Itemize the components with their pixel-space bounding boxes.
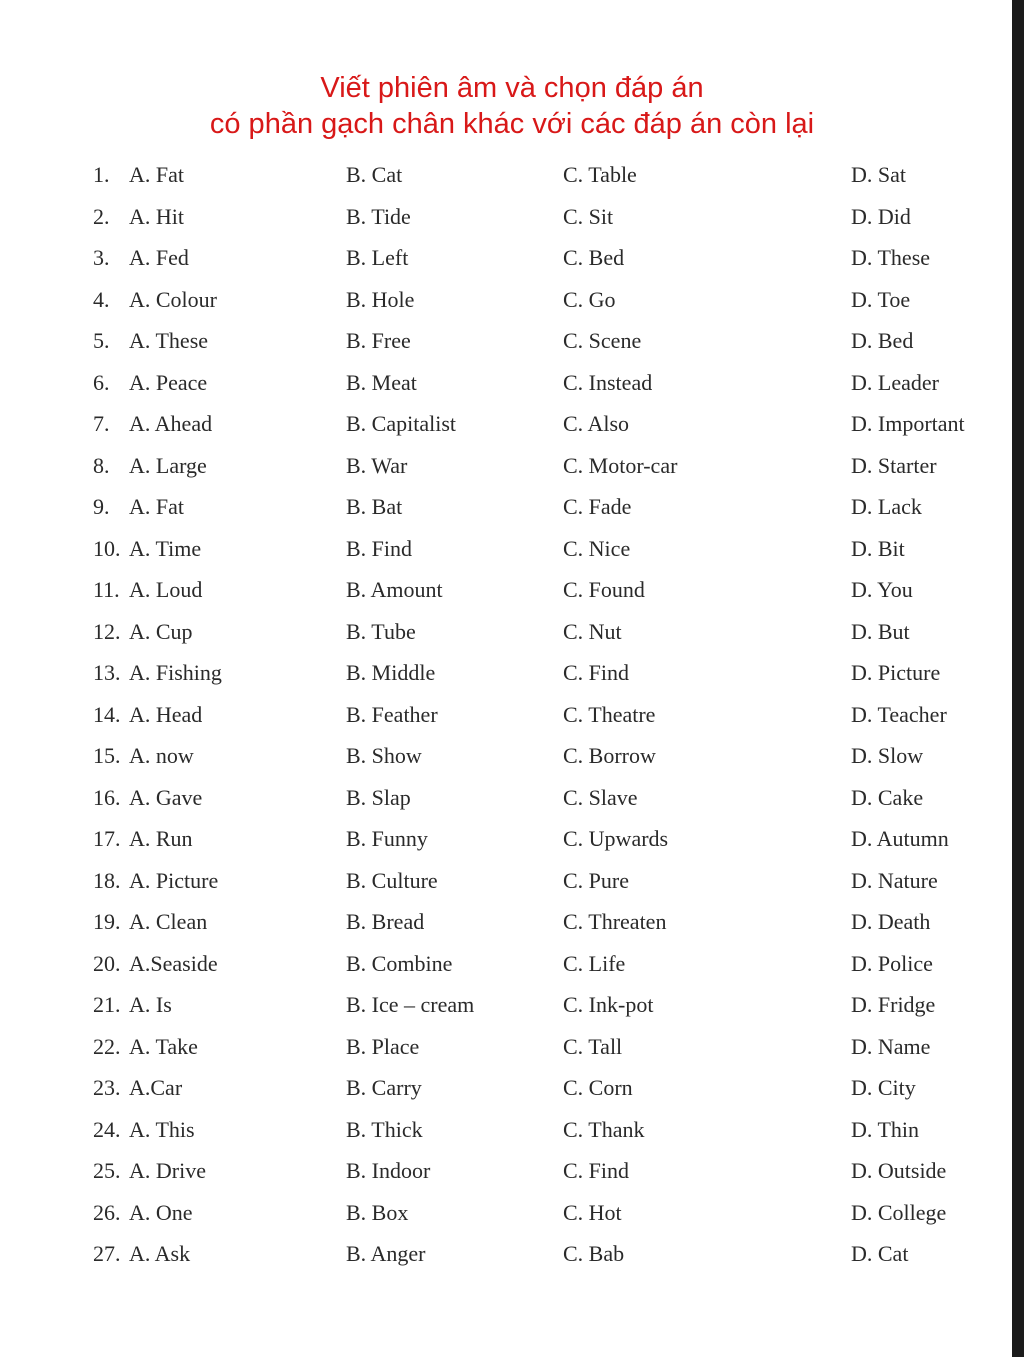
option-c: C. Upwards — [563, 826, 669, 851]
option-b: B. War — [346, 452, 408, 478]
option-d: D. City — [851, 1075, 916, 1100]
question-number: 14. — [93, 701, 121, 727]
option-a-text: A. Run — [129, 826, 193, 851]
option-a-text: A. Ask — [129, 1241, 191, 1266]
question-number: 9. — [93, 494, 110, 519]
option-a-text: A. Is — [129, 992, 172, 1017]
option-d: D. Sat — [851, 162, 906, 187]
option-d: D. Important — [851, 411, 965, 436]
question-row — [0, 528, 1012, 570]
option-a — [93, 162, 184, 188]
option-a — [93, 453, 207, 479]
option-c: C. Nice — [563, 535, 631, 561]
question-number: 15. — [93, 743, 121, 768]
question-row — [0, 652, 1012, 694]
option-a-text: A. Head — [129, 701, 203, 727]
option-d: D. Picture — [851, 660, 941, 685]
option-d: D. Toe — [851, 286, 911, 312]
option-a-text: A. Peace — [129, 369, 208, 395]
option-a — [93, 909, 207, 935]
option-a — [93, 1158, 206, 1184]
question-row — [0, 611, 1012, 653]
question-number: 16. — [93, 784, 121, 810]
question-number: 25. — [93, 1158, 121, 1183]
option-c: C. Instead — [563, 369, 653, 395]
option-b: B. Amount — [346, 577, 443, 602]
option-a — [93, 577, 202, 603]
question-row — [0, 818, 1012, 860]
option-a-text: A. Fat — [129, 162, 184, 187]
option-a — [93, 1034, 198, 1060]
option-d: D. College — [851, 1199, 947, 1225]
option-a-text: A. This — [129, 1116, 195, 1142]
option-a — [93, 287, 217, 313]
option-c: C. Bed — [563, 245, 625, 270]
option-b: B. Thick — [346, 1116, 423, 1142]
question-number: 22. — [93, 1033, 121, 1059]
option-a-text: A.Car — [129, 1075, 183, 1100]
question-number: 12. — [93, 618, 121, 644]
question-number: 1. — [93, 162, 110, 187]
option-a — [93, 619, 193, 645]
option-b: B. Funny — [346, 826, 428, 851]
question-row — [0, 320, 1012, 362]
option-a-text: A. Cup — [129, 618, 193, 644]
option-a — [93, 245, 189, 271]
option-a — [93, 411, 212, 437]
option-c: C. Go — [563, 286, 616, 312]
option-a — [93, 1241, 190, 1267]
option-d: D. Lack — [851, 494, 922, 519]
option-a — [93, 702, 202, 728]
option-b: B. Cat — [346, 162, 403, 187]
option-a-text: A. Loud — [129, 577, 203, 602]
question-row — [0, 943, 1012, 985]
option-a — [93, 785, 202, 811]
option-c: C. Slave — [563, 784, 638, 810]
question-row — [0, 735, 1012, 777]
option-a-text: A. Clean — [129, 909, 208, 934]
option-a-text: A. Fed — [129, 245, 189, 270]
question-number: 8. — [93, 452, 110, 478]
option-c: C. Find — [563, 1158, 630, 1183]
option-a — [93, 743, 194, 769]
option-d: D. But — [851, 618, 910, 644]
option-a-text: A. Take — [129, 1033, 198, 1059]
option-d: D. Leader — [851, 369, 939, 395]
question-number: 24. — [93, 1116, 121, 1142]
option-c: C. Ink-pot — [563, 992, 654, 1017]
option-d: D. Teacher — [851, 701, 947, 727]
option-b: B. Find — [346, 535, 413, 561]
question-row — [0, 279, 1012, 321]
question-number: 21. — [93, 992, 121, 1017]
option-a-text: A.Seaside — [129, 950, 218, 976]
option-b: B. Box — [346, 1199, 409, 1225]
option-a-text: A. These — [129, 328, 209, 353]
question-number: 26. — [93, 1199, 121, 1225]
question-row — [0, 1067, 1012, 1109]
option-a — [93, 328, 208, 354]
option-a-text: A. Ahead — [129, 411, 213, 436]
option-a — [93, 1075, 182, 1101]
question-number: 20. — [93, 950, 121, 976]
option-a — [93, 494, 184, 520]
option-c: C. Threaten — [563, 909, 667, 934]
question-row — [0, 445, 1012, 487]
option-b: B. Indoor — [346, 1158, 431, 1183]
option-a — [93, 204, 184, 230]
option-b: B. Hole — [346, 286, 415, 312]
worksheet-title-line-1: Viết phiên âm và chọn đáp án — [320, 72, 704, 104]
option-b: B. Middle — [346, 660, 436, 685]
option-b: B. Slap — [346, 784, 411, 810]
option-c: C. Thank — [563, 1116, 645, 1142]
question-number: 19. — [93, 909, 121, 934]
option-a — [93, 536, 201, 562]
question-number: 18. — [93, 867, 121, 893]
option-c: C. Borrow — [563, 743, 656, 768]
option-b: B. Bat — [346, 494, 403, 519]
question-number: 5. — [93, 328, 110, 353]
question-number: 3. — [93, 245, 110, 270]
option-a-text: A. Large — [129, 452, 207, 478]
option-b: B. Free — [346, 328, 411, 353]
question-list — [0, 154, 1012, 1275]
option-b: B. Tide — [346, 203, 411, 229]
question-number: 13. — [93, 660, 121, 685]
option-b: B. Show — [346, 743, 422, 768]
question-row — [0, 1192, 1012, 1234]
option-b: B. Meat — [346, 369, 417, 395]
option-c: C. Find — [563, 660, 630, 685]
option-c: C. Motor-car — [563, 452, 678, 478]
option-d: D. Outside — [851, 1158, 947, 1183]
question-number: 27. — [93, 1241, 121, 1266]
option-b: B. Place — [346, 1033, 420, 1059]
option-d: D. Cake — [851, 784, 924, 810]
option-a — [93, 868, 218, 894]
option-c: C. Table — [563, 162, 637, 187]
option-d: D. Death — [851, 909, 931, 934]
question-number: 10. — [93, 535, 121, 561]
option-c: C. Bab — [563, 1241, 625, 1266]
question-row — [0, 196, 1012, 238]
option-b: B. Bread — [346, 909, 425, 934]
option-c: C. Theatre — [563, 701, 656, 727]
option-c: C. Pure — [563, 867, 629, 893]
question-row — [0, 403, 1012, 445]
option-a-text: A. Fishing — [129, 660, 222, 685]
question-row — [0, 1026, 1012, 1068]
option-c: C. Tall — [563, 1033, 623, 1059]
option-a-text: A. now — [129, 743, 194, 768]
option-d: D. Bed — [851, 328, 914, 353]
question-row — [0, 362, 1012, 404]
worksheet-title-line-2: có phần gạch chân khác với các đáp án còn lại — [209, 108, 815, 140]
question-number: 23. — [93, 1075, 121, 1100]
option-c: C. Nut — [563, 618, 622, 644]
option-d: D. Bit — [851, 535, 905, 561]
option-d: D. These — [851, 245, 931, 270]
question-row — [0, 154, 1012, 196]
option-a — [93, 951, 218, 977]
option-b: B. Ice – cream — [346, 992, 475, 1017]
option-a-text: A. Time — [129, 535, 202, 561]
option-a-text: A. One — [129, 1199, 193, 1225]
option-d: D. Name — [851, 1033, 931, 1059]
question-number: 17. — [93, 826, 121, 851]
option-d: D. Cat — [851, 1241, 909, 1266]
option-a — [93, 370, 207, 396]
question-row — [0, 1150, 1012, 1192]
option-a — [93, 1200, 193, 1226]
option-c: C. Scene — [563, 328, 642, 353]
option-b: B. Carry — [346, 1075, 422, 1100]
right-edge-border — [1012, 0, 1024, 1357]
option-b: B. Tube — [346, 618, 416, 644]
option-c: C. Found — [563, 577, 645, 602]
option-b: B. Combine — [346, 950, 453, 976]
option-d: D. Thin — [851, 1116, 920, 1142]
option-d: D. Nature — [851, 867, 938, 893]
option-d: D. Did — [851, 203, 911, 229]
option-c: C. Sit — [563, 203, 614, 229]
option-a-text: A. Fat — [129, 494, 184, 519]
question-number: 4. — [93, 286, 110, 312]
option-c: C. Fade — [563, 494, 632, 519]
question-row — [0, 694, 1012, 736]
option-a-text: A. Drive — [129, 1158, 206, 1183]
question-row — [0, 901, 1012, 943]
question-number: 6. — [93, 369, 110, 395]
question-number: 11. — [93, 577, 120, 602]
option-a-text: A. Gave — [129, 784, 203, 810]
option-c: C. Hot — [563, 1199, 622, 1225]
question-row — [0, 777, 1012, 819]
option-c: C. Also — [563, 411, 630, 436]
option-a — [93, 660, 222, 686]
option-a — [93, 826, 193, 852]
option-a-text: A. Hit — [129, 203, 184, 229]
option-d: D. Slow — [851, 743, 924, 768]
question-number: 7. — [93, 411, 110, 436]
option-b: B. Left — [346, 245, 409, 270]
question-number: 2. — [93, 203, 110, 229]
option-b: B. Feather — [346, 701, 438, 727]
question-row — [0, 860, 1012, 902]
option-d: D. Starter — [851, 452, 937, 478]
question-row — [0, 1233, 1012, 1275]
option-a — [93, 1117, 195, 1143]
option-d: D. Autumn — [851, 826, 949, 851]
option-d: D. You — [851, 577, 913, 602]
question-row — [0, 984, 1012, 1026]
question-row — [0, 1109, 1012, 1151]
question-row — [0, 237, 1012, 279]
question-row — [0, 486, 1012, 528]
question-row — [0, 569, 1012, 611]
option-d: D. Police — [851, 950, 933, 976]
option-a-text: A. Colour — [129, 286, 217, 312]
option-a — [93, 992, 172, 1018]
option-c: C. Life — [563, 950, 626, 976]
option-d: D. Fridge — [851, 992, 936, 1017]
option-a-text: A. Picture — [129, 867, 219, 893]
option-b: B. Anger — [346, 1241, 426, 1266]
option-b: B. Capitalist — [346, 411, 456, 436]
option-c: C. Corn — [563, 1075, 633, 1100]
option-b: B. Culture — [346, 867, 438, 893]
